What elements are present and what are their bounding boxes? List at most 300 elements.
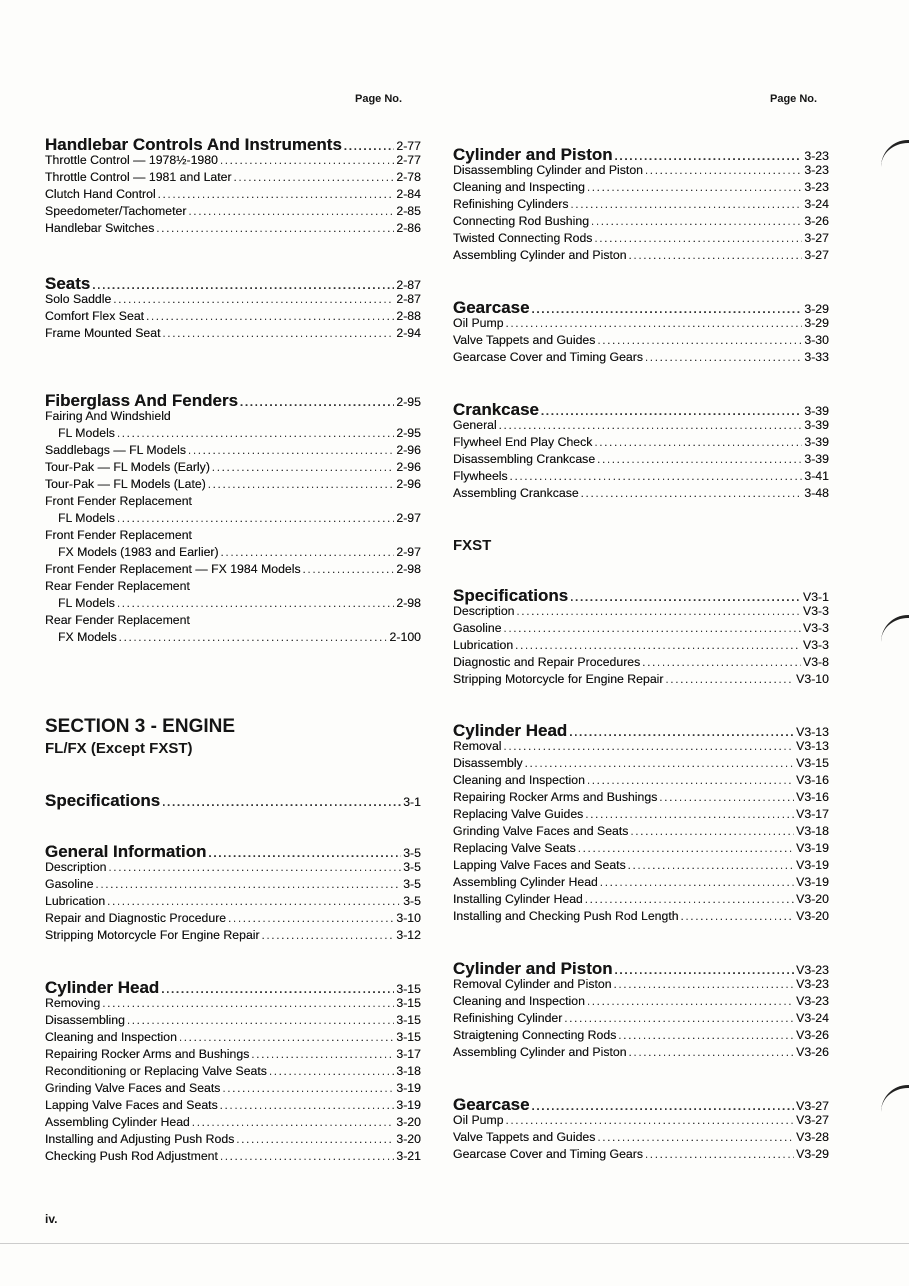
dot-leader — [585, 894, 794, 906]
dot-leader — [587, 775, 794, 787]
page-ref: 3-19 — [396, 1081, 421, 1095]
toc-entry[interactable] — [45, 579, 421, 596]
page-ref: V3-23 — [796, 994, 829, 1008]
toc-entry[interactable] — [45, 613, 421, 630]
toc-section — [45, 135, 421, 238]
dot-leader — [127, 1015, 394, 1027]
page-ref: 3-12 — [396, 928, 421, 942]
page-ref: 3-5 — [403, 860, 421, 874]
toc-entry[interactable] — [45, 928, 421, 945]
toc-entry-label: Connecting Rod Bushing — [453, 214, 590, 228]
toc-entry[interactable] — [45, 545, 421, 562]
toc-entry-label: Valve Tappets and Guides — [453, 1130, 596, 1144]
toc-entry[interactable] — [45, 911, 421, 928]
toc-entry[interactable] — [453, 452, 829, 469]
page-ref: 3-41 — [804, 469, 829, 483]
page-edge — [0, 1243, 909, 1244]
page-ref: 3-21 — [396, 1149, 421, 1163]
toc-entry[interactable] — [453, 435, 829, 452]
toc-entry-label: Removing — [45, 996, 101, 1010]
dot-leader — [262, 930, 395, 942]
toc-entry[interactable] — [453, 773, 829, 790]
toc-entry-label: Reconditioning or Replacing Valve Seats — [45, 1064, 267, 1078]
toc-entry[interactable] — [45, 153, 421, 170]
toc-section-heading[interactable] — [453, 721, 829, 741]
toc-entry[interactable] — [45, 528, 421, 545]
page-ref: 3-33 — [804, 350, 829, 364]
dot-leader — [499, 420, 803, 432]
dot-leader — [208, 479, 395, 491]
dot-leader — [571, 199, 803, 211]
dot-leader — [220, 155, 394, 167]
toc-entry-label: Disassembling Cylinder and Piston — [453, 163, 644, 177]
toc-entry-label: Assembling Cylinder Head — [453, 875, 598, 889]
toc-entry-label: FL Models — [58, 511, 115, 525]
dot-leader — [220, 1151, 394, 1163]
toc-section-heading-label: Specifications — [453, 586, 569, 605]
page-ref: 3-29 — [804, 302, 829, 316]
toc-entry[interactable] — [453, 1130, 829, 1147]
dot-leader — [269, 1066, 394, 1078]
toc-entry[interactable] — [453, 858, 829, 875]
toc-entry[interactable] — [453, 469, 829, 486]
toc-section-heading-label: Handlebar Controls And Instruments — [45, 135, 342, 154]
toc-entry[interactable] — [453, 807, 829, 824]
dot-leader — [251, 1049, 394, 1061]
section-subtitle: FL/FX (Except FXST) — [45, 740, 193, 757]
toc-entry-label: Cleaning and Inspection — [453, 994, 585, 1008]
page-ref: V3-27 — [796, 1099, 829, 1113]
dot-leader — [587, 996, 794, 1008]
toc-entry-label: Replacing Valve Guides — [453, 807, 584, 821]
toc-section-heading[interactable] — [453, 400, 829, 420]
toc-entry[interactable] — [453, 231, 829, 248]
toc-entry[interactable] — [45, 494, 421, 511]
toc-entry-label: Cleaning and Inspection — [453, 773, 585, 787]
dot-leader — [659, 792, 794, 804]
dot-leader — [102, 998, 394, 1010]
page-ref: 2-88 — [396, 309, 421, 323]
dot-leader — [119, 632, 388, 644]
toc-section-heading-label: Cylinder and Piston — [453, 959, 613, 978]
toc-section-heading-label: Crankcase — [453, 400, 540, 419]
page-ref: V3-20 — [796, 909, 829, 923]
page-ref: V3-16 — [796, 790, 829, 804]
page-ref: 2-100 — [389, 630, 421, 644]
toc-entry-label: Gearcase Cover and Timing Gears — [453, 350, 644, 364]
dot-leader — [570, 592, 801, 604]
toc-section-heading[interactable] — [45, 842, 421, 862]
toc-entry-label: Removal Cylinder and Piston — [453, 977, 612, 991]
page-ref: 3-30 — [804, 333, 829, 347]
dot-leader — [189, 206, 395, 218]
dot-leader — [228, 913, 394, 925]
toc-entry[interactable] — [45, 1064, 421, 1081]
page-ref: 3-10 — [396, 911, 421, 925]
dot-leader — [156, 223, 394, 235]
toc-entry[interactable] — [453, 316, 829, 333]
toc-entry-label: Tour-Pak — FL Models (Early) — [45, 460, 210, 474]
dot-leader — [515, 640, 801, 652]
section-title: SECTION 3 - ENGINE — [45, 716, 236, 737]
page-ref: 2-87 — [396, 278, 421, 292]
toc-section-heading-label: Gearcase — [453, 298, 530, 317]
dot-leader — [618, 1030, 794, 1042]
dot-leader — [344, 141, 394, 153]
toc-entry-label: Rear Fender Replacement — [45, 613, 190, 627]
dot-leader — [179, 1032, 394, 1044]
dot-leader — [240, 397, 394, 409]
toc-entry-label: Comfort Flex Seat — [45, 309, 145, 323]
page-ref: 3-15 — [396, 996, 421, 1010]
toc-entry[interactable] — [45, 1030, 421, 1047]
page-ref: 3-39 — [804, 418, 829, 432]
toc-entry[interactable] — [453, 1011, 829, 1028]
toc-section — [453, 400, 829, 503]
toc-entry[interactable] — [453, 621, 829, 638]
page-ref: 3-39 — [804, 435, 829, 449]
toc-entry-label: General — [453, 418, 497, 432]
toc-entry[interactable] — [453, 994, 829, 1011]
dot-leader — [615, 151, 803, 163]
toc-entry-label: Refinishing Cylinder — [453, 1011, 563, 1025]
page-ref: 2-97 — [396, 545, 421, 559]
toc-entry-label: Repairing Rocker Arms and Bushings — [45, 1047, 250, 1061]
page-ref: V3-20 — [796, 892, 829, 906]
dot-leader — [506, 1115, 795, 1127]
dot-leader — [117, 428, 394, 440]
dot-leader — [532, 1101, 795, 1113]
toc-entry[interactable] — [45, 562, 421, 579]
toc-entry-label: Valve Tappets and Guides — [453, 333, 596, 347]
dot-leader — [109, 862, 402, 874]
toc-entry[interactable] — [45, 596, 421, 613]
toc-section-heading-label: Fiberglass And Fenders — [45, 391, 239, 410]
dot-leader — [541, 406, 802, 418]
dot-leader — [92, 280, 394, 292]
page-ref: V3-3 — [803, 621, 829, 635]
toc-entry-label: Oil Pump — [453, 1113, 504, 1127]
toc-entry[interactable] — [453, 1045, 829, 1062]
dot-leader — [564, 1013, 794, 1025]
dot-leader — [629, 1047, 795, 1059]
toc-entry-label: Tour-Pak — FL Models (Late) — [45, 477, 206, 491]
page-ref: 3-23 — [804, 163, 829, 177]
toc-entry-label: Oil Pump — [453, 316, 504, 330]
page-ref: 3-39 — [804, 452, 829, 466]
toc-entry[interactable] — [45, 221, 421, 238]
toc-section-heading[interactable] — [45, 135, 421, 155]
toc-entry[interactable] — [45, 1149, 421, 1166]
toc-entry[interactable] — [453, 248, 829, 265]
page-ref: V3-16 — [796, 773, 829, 787]
page-ref: 3-27 — [804, 231, 829, 245]
dot-leader — [517, 606, 802, 618]
toc-entry[interactable] — [453, 214, 829, 231]
toc-entry[interactable] — [453, 790, 829, 807]
toc-entry[interactable] — [45, 877, 421, 894]
toc-section-heading[interactable] — [453, 298, 829, 318]
toc-entry-label: Disassembling Crankcase — [453, 452, 596, 466]
toc-entry-label: Clutch Hand Control — [45, 187, 156, 201]
toc-entry-label: Lapping Valve Faces and Seats — [45, 1098, 218, 1112]
toc-entry-label: Front Fender Replacement — [45, 494, 192, 508]
toc-entry[interactable] — [45, 204, 421, 221]
page-ref: 3-20 — [396, 1115, 421, 1129]
toc-entry-label: Throttle Control — 1978½-1980 — [45, 153, 218, 167]
toc-entry[interactable] — [453, 841, 829, 858]
page-ref: V3-19 — [796, 841, 829, 855]
dot-leader — [236, 1134, 394, 1146]
dot-leader — [532, 304, 803, 316]
toc-entry[interactable] — [453, 418, 829, 435]
page-ref: 2-87 — [396, 292, 421, 306]
toc-entry-label: Removal — [453, 739, 502, 753]
toc-entry-label: FX Models — [58, 630, 117, 644]
dot-leader — [220, 1100, 395, 1112]
toc-entry[interactable] — [45, 1047, 421, 1064]
toc-entry-label: Stripping Motorcycle for Engine Repair — [453, 672, 664, 686]
toc-entry-label: Throttle Control — 1981 and Later — [45, 170, 232, 184]
dot-leader — [525, 758, 794, 770]
toc-section-heading-label: Seats — [45, 274, 91, 293]
toc-entry[interactable] — [45, 309, 421, 326]
dot-leader — [681, 911, 795, 923]
toc-entry-label: Lubrication — [45, 894, 106, 908]
toc-entry-label: Straigtening Connecting Rods — [453, 1028, 617, 1042]
toc-section-heading[interactable] — [45, 791, 421, 811]
toc-entry-label: Solo Saddle — [45, 292, 112, 306]
toc-entry-label: Speedometer/Tachometer — [45, 204, 187, 218]
toc-section-heading[interactable] — [453, 1095, 829, 1115]
page-ref: 3-48 — [804, 486, 829, 500]
page-ref: V3-17 — [796, 807, 829, 821]
toc-entry[interactable] — [453, 486, 829, 503]
page-ref: 3-23 — [804, 149, 829, 163]
dot-leader — [645, 165, 802, 177]
page-ref: V3-26 — [796, 1045, 829, 1059]
page-ref: 2-77 — [396, 139, 421, 153]
page-ref: 2-78 — [396, 170, 421, 184]
page-ref: 3-1 — [403, 795, 421, 809]
page-ref: V3-19 — [796, 858, 829, 872]
toc-entry[interactable] — [45, 460, 421, 477]
toc-entry-label: Handlebar Switches — [45, 221, 155, 235]
toc-entry-label: Rear Fender Replacement — [45, 579, 190, 593]
toc-entry-label: Repairing Rocker Arms and Bushings — [453, 790, 658, 804]
toc-entry-label: Assembling Cylinder Head — [45, 1115, 190, 1129]
toc-entry[interactable] — [45, 1081, 421, 1098]
toc-entry[interactable] — [453, 350, 829, 367]
dot-leader — [642, 657, 801, 669]
toc-entry[interactable] — [45, 477, 421, 494]
toc-entry-label: Front Fender Replacement — FX 1984 Models — [45, 562, 301, 576]
toc-entry[interactable] — [453, 892, 829, 909]
dot-leader — [645, 1149, 794, 1161]
toc-entry-label: Installing and Adjusting Push Rods — [45, 1132, 235, 1146]
toc-entry-label: Repair and Diagnostic Procedure — [45, 911, 227, 925]
toc-entry-label: Installing Cylinder Head — [453, 892, 583, 906]
page-ref: 3-18 — [396, 1064, 421, 1078]
page-ref: V3-13 — [796, 725, 829, 739]
toc-entry[interactable] — [45, 443, 421, 460]
page-ref: 2-95 — [396, 426, 421, 440]
toc-entry[interactable] — [453, 638, 829, 655]
toc-section — [453, 586, 829, 689]
toc-entry[interactable] — [453, 604, 829, 621]
toc-entry[interactable] — [45, 996, 421, 1013]
dot-leader — [113, 294, 394, 306]
toc-entry[interactable] — [45, 630, 421, 647]
dot-leader — [188, 445, 394, 457]
toc-section-heading[interactable] — [45, 978, 421, 998]
page-ref: 3-15 — [396, 1030, 421, 1044]
toc-section — [453, 1095, 829, 1164]
toc-entry[interactable] — [453, 756, 829, 773]
toc-entry[interactable] — [453, 739, 829, 756]
toc-section — [453, 298, 829, 367]
toc-entry-label: Frame Mounted Seat — [45, 326, 161, 340]
dot-leader — [594, 233, 802, 245]
page-ref: V3-15 — [796, 756, 829, 770]
toc-entry-label: Refinishing Cylinders — [453, 197, 569, 211]
page-ref: V3-3 — [803, 604, 829, 618]
page-ref: 2-96 — [396, 477, 421, 491]
dot-leader — [597, 454, 802, 466]
toc-entry[interactable] — [45, 426, 421, 443]
dot-leader — [222, 1083, 394, 1095]
dot-leader — [158, 189, 395, 201]
toc-entry[interactable] — [45, 1013, 421, 1030]
toc-entry-label: Assembling Cylinder and Piston — [453, 1045, 627, 1059]
right-column — [453, 0, 829, 1200]
dot-leader — [569, 727, 794, 739]
dot-leader — [303, 564, 395, 576]
toc-entry[interactable] — [453, 1113, 829, 1130]
page-ref: 3-23 — [804, 180, 829, 194]
toc-entry[interactable] — [45, 187, 421, 204]
page-ref: V3-8 — [803, 655, 829, 669]
toc-entry[interactable] — [453, 875, 829, 892]
page-ref: 3-5 — [403, 894, 421, 908]
toc-entry[interactable] — [45, 326, 421, 343]
toc-entry-label: Fairing And Windshield — [45, 409, 171, 423]
toc-section — [45, 842, 421, 945]
toc-entry-label: Replacing Valve Seats — [453, 841, 576, 855]
toc-section-heading[interactable] — [45, 274, 421, 294]
toc-entry-label: Gearcase Cover and Timing Gears — [453, 1147, 644, 1161]
toc-entry-label: Front Fender Replacement — [45, 528, 192, 542]
toc-entry[interactable] — [45, 409, 421, 426]
dot-leader — [600, 877, 794, 889]
toc-section-heading-label: Cylinder and Piston — [453, 145, 613, 164]
dot-leader — [597, 1132, 794, 1144]
toc-entry[interactable] — [45, 860, 421, 877]
dot-leader — [161, 984, 394, 996]
page-ref: V3-10 — [796, 672, 829, 686]
toc-entry[interactable] — [45, 292, 421, 309]
dot-leader — [96, 879, 402, 891]
toc-entry-label: Assembling Cylinder and Piston — [453, 248, 627, 262]
toc-entry[interactable] — [453, 163, 829, 180]
toc-section-heading-label: Cylinder Head — [453, 721, 568, 740]
dot-leader — [594, 437, 802, 449]
toc-entry-label: Description — [453, 604, 515, 618]
dot-leader — [578, 843, 794, 855]
toc-entry[interactable] — [45, 894, 421, 911]
page-ref: V3-3 — [803, 638, 829, 652]
toc-entry[interactable] — [453, 1028, 829, 1045]
dot-leader — [628, 860, 794, 872]
toc-entry[interactable] — [453, 333, 829, 350]
page-ref: V3-1 — [803, 590, 829, 604]
page-number: iv. — [45, 1212, 58, 1226]
toc-entry-label: Disassembling — [45, 1013, 125, 1027]
toc-section-heading[interactable] — [453, 586, 829, 606]
toc-entry-label: Description — [45, 860, 107, 874]
toc-section-heading[interactable] — [453, 959, 829, 979]
toc-entry[interactable] — [45, 511, 421, 528]
dot-leader — [504, 741, 795, 753]
page-ref: V3-28 — [796, 1130, 829, 1144]
page-ref: 3-39 — [804, 404, 829, 418]
toc-entry[interactable] — [45, 1115, 421, 1132]
page-ref: 3-5 — [403, 877, 421, 891]
toc-section — [45, 274, 421, 343]
toc-entry[interactable] — [453, 672, 829, 689]
dot-leader — [117, 598, 394, 610]
left-column — [45, 0, 421, 1200]
dot-leader — [506, 318, 803, 330]
page-ref: V3-19 — [796, 875, 829, 889]
page-ref: 3-24 — [804, 197, 829, 211]
toc-section — [45, 791, 421, 809]
dot-leader — [666, 674, 795, 686]
dot-leader — [163, 328, 395, 340]
toc-entry[interactable] — [453, 197, 829, 214]
page-ref: V3-18 — [796, 824, 829, 838]
toc-entry-label: Checking Push Rod Adjustment — [45, 1149, 218, 1163]
toc-section-heading[interactable] — [45, 391, 421, 411]
toc-entry[interactable] — [453, 180, 829, 197]
toc-entry[interactable] — [453, 909, 829, 926]
page-ref: 2-95 — [396, 395, 421, 409]
dot-leader — [212, 462, 394, 474]
page-ref: 2-96 — [396, 460, 421, 474]
toc-entry[interactable] — [453, 1147, 829, 1164]
toc-entry-label: Twisted Connecting Rods — [453, 231, 593, 245]
page-ref: 2-94 — [396, 326, 421, 340]
toc-entry-label: Gasoline — [453, 621, 502, 635]
toc-entry-label: Assembling Crankcase — [453, 486, 579, 500]
dot-leader — [209, 848, 402, 860]
toc-entry-label: FL Models — [58, 596, 115, 610]
toc-section-heading[interactable] — [453, 145, 829, 165]
page-ref: 2-86 — [396, 221, 421, 235]
page-ref: 3-15 — [396, 1013, 421, 1027]
toc-entry[interactable] — [453, 824, 829, 841]
toc-entry[interactable] — [45, 170, 421, 187]
dot-leader — [117, 513, 394, 525]
binder-hole-mark — [881, 615, 909, 642]
toc-entry-label: Cleaning and Inspecting — [453, 180, 585, 194]
toc-entry[interactable] — [45, 1098, 421, 1115]
toc-entry-label: Gasoline — [45, 877, 94, 891]
toc-entry[interactable] — [45, 1132, 421, 1149]
toc-entry[interactable] — [453, 977, 829, 994]
toc-entry[interactable] — [453, 655, 829, 672]
toc-section — [453, 721, 829, 926]
